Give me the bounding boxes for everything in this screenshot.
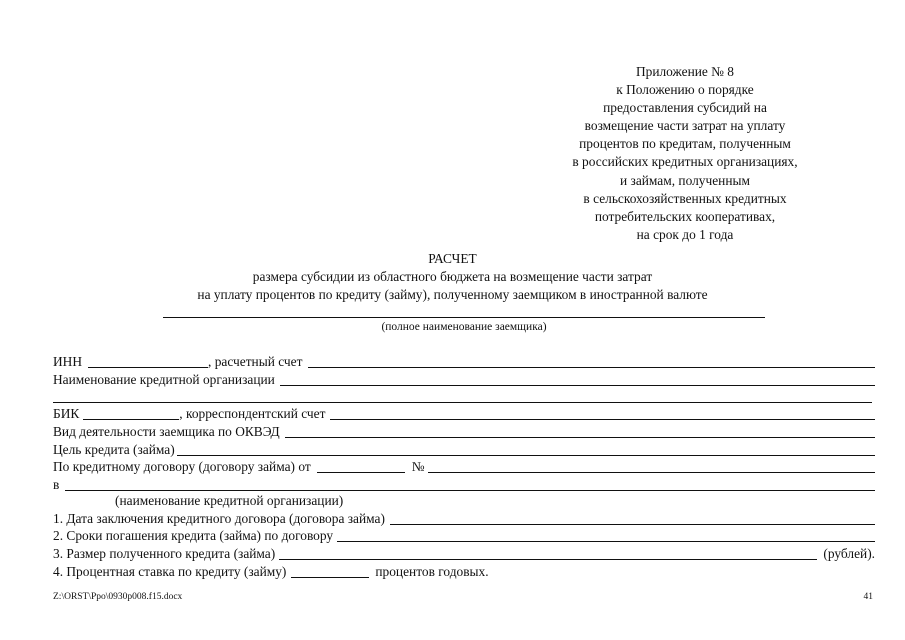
appendix-line: возмещение части затрат на уплату — [584, 118, 786, 134]
purpose-field[interactable] — [177, 443, 875, 456]
item1-label: 1. Дата заключения кредитного договора (договора займа) — [53, 511, 385, 526]
appendix-line: предоставления субсидий на — [603, 100, 767, 116]
item3-suffix: (рублей). — [823, 546, 875, 561]
item4-label: 4. Процентная ставка по кредиту (займу) — [53, 564, 287, 579]
activity-label: Вид деятельности заемщика по ОКВЭД — [53, 424, 280, 439]
item3-field-amount[interactable] — [639, 547, 817, 560]
appendix-line: в сельскохозяйственных кредитных — [583, 190, 787, 206]
number-sign: № — [411, 459, 425, 474]
item4-suffix: процентов годовых. — [375, 564, 489, 579]
account-label: , расчетный счет — [208, 354, 303, 369]
item4-field[interactable] — [291, 565, 369, 578]
inn-row — [53, 354, 875, 370]
item3-label: 3. Размер полученного кредита (займа) — [53, 546, 276, 561]
in-row — [53, 477, 875, 493]
item1-row — [53, 511, 875, 527]
borrower-fullname-caption: (полное наименование заемщика) — [381, 321, 547, 333]
corr-account-label: , корреспондентский счет — [179, 406, 326, 421]
appendix-line: в российских кредитных организациях, — [572, 154, 798, 170]
activity-field[interactable] — [285, 425, 875, 438]
bank-name-label: Наименование кредитной организации — [53, 372, 275, 387]
contract-date-field[interactable] — [317, 460, 405, 473]
appendix-line: потребительских кооперативах, — [594, 208, 776, 224]
appendix-line: к Положению о порядке — [616, 82, 754, 98]
title-line-1: размера субсидии из областного бюджета на возмещение части затрат — [252, 269, 653, 284]
bank-in-field[interactable] — [65, 478, 875, 491]
activity-row — [53, 424, 875, 440]
contract-row — [53, 459, 875, 475]
item2-field[interactable] — [337, 529, 875, 542]
document-title — [100, 250, 805, 304]
appendix-line: и займам, полученным — [620, 172, 750, 188]
appendix-line: на срок до 1 года — [636, 226, 734, 242]
item4-row — [53, 564, 875, 580]
bik-label: БИК — [53, 406, 80, 421]
appendix-line: Приложение № 8 — [635, 64, 735, 79]
item3-row — [53, 546, 875, 562]
appendix-header — [540, 63, 830, 244]
bank-name-field[interactable] — [280, 373, 875, 386]
bank-name-row — [53, 372, 875, 388]
purpose-label: Цель кредита (займа) — [53, 442, 175, 457]
title-heading: РАСЧЕТ — [428, 251, 477, 266]
title-line-2: на уплату процентов по кредиту (займу), полученному заемщиком в иностранной валюте — [197, 287, 708, 302]
inn-field[interactable] — [88, 355, 208, 368]
purpose-row — [53, 442, 875, 458]
item1-field[interactable] — [390, 512, 875, 525]
bank-name-continuation-field[interactable] — [53, 402, 872, 403]
contract-number-field[interactable] — [428, 460, 875, 473]
file-path: Z:\ORST\Ppo\0930p008.f15.docx — [53, 592, 183, 602]
page-number: 41 — [863, 592, 873, 602]
inn-label: ИНН — [53, 354, 83, 369]
item3-field-main[interactable] — [279, 547, 639, 560]
account-field[interactable] — [308, 355, 875, 368]
borrower-fullname-field[interactable] — [163, 317, 765, 318]
appendix-line: процентов по кредитам, полученным — [579, 136, 791, 152]
bik-row — [53, 406, 875, 422]
item2-row — [53, 528, 875, 544]
bank-caption: (наименование кредитной организации) — [115, 493, 344, 508]
corr-account-field[interactable] — [330, 407, 875, 420]
contract-label: По кредитному договору (договору займа) от — [53, 459, 311, 474]
in-label: в — [53, 477, 60, 492]
bik-field[interactable] — [83, 407, 179, 420]
item2-label: 2. Сроки погашения кредита (займа) по договору — [53, 528, 334, 543]
